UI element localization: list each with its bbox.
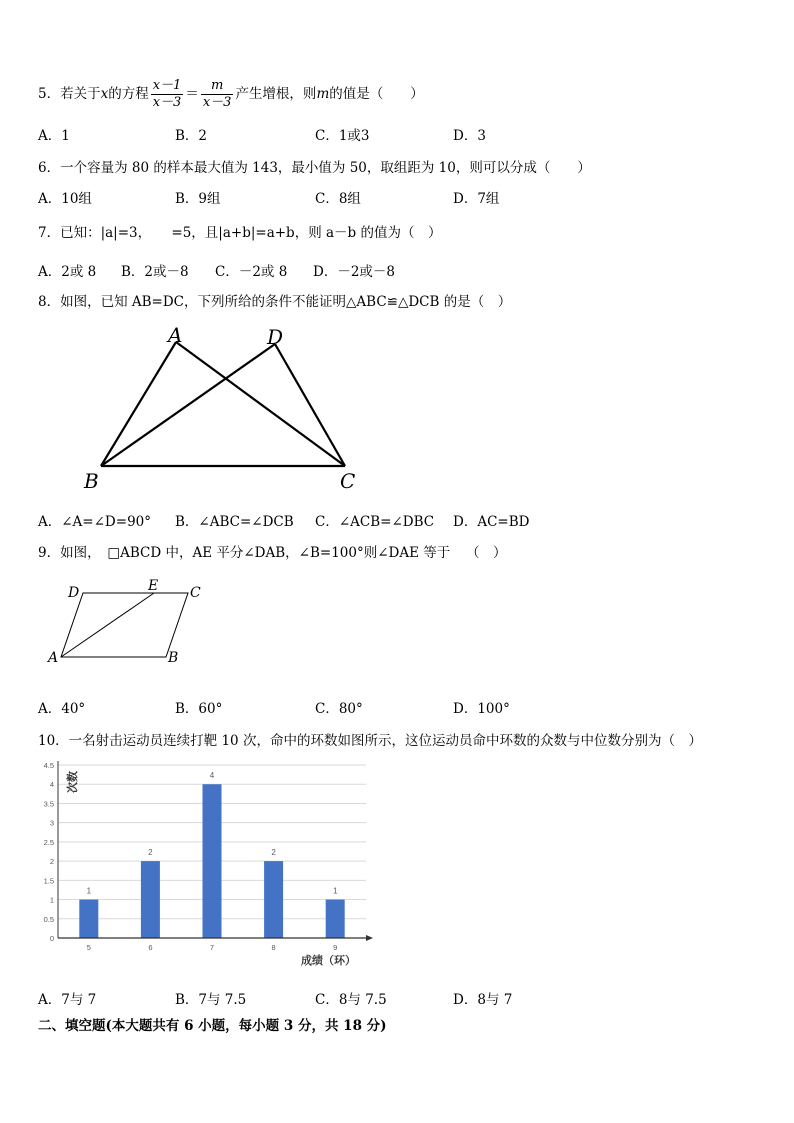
- q5-frac2-num: m: [201, 78, 234, 95]
- bar-data-label: 2: [271, 848, 276, 858]
- label-d: D: [267, 325, 284, 349]
- q9-parallelogram-figure: [44, 578, 214, 670]
- segment-ab: [101, 342, 176, 466]
- q5-option-d[interactable]: D．3: [453, 128, 486, 144]
- q6-option-b[interactable]: B．9组: [175, 191, 221, 207]
- q5-var-m: m: [316, 86, 330, 102]
- label-b: B: [84, 469, 99, 493]
- q5-fraction-left: [151, 78, 184, 111]
- y-tick-label: 3.5: [43, 799, 54, 809]
- x-tick-label: 7: [209, 943, 215, 952]
- segment-ae: [61, 593, 154, 657]
- q5-option-c[interactable]: C．1或3: [315, 128, 370, 144]
- bar-data-label: 4: [209, 771, 215, 781]
- x-tick-label: 9: [333, 943, 338, 952]
- chart-y-ticks: [44, 761, 54, 943]
- bar-data-label: 2: [148, 848, 153, 858]
- y-tick-label: 4.5: [43, 761, 54, 770]
- q10-option-c[interactable]: C．8与 7.5: [315, 992, 387, 1008]
- label-c: C: [340, 469, 356, 493]
- bar: [264, 861, 283, 938]
- bar: [141, 861, 160, 938]
- q5-prefix: 5．若关于: [38, 86, 101, 102]
- y-tick-label: 4: [49, 780, 54, 790]
- question-5: [38, 78, 424, 111]
- q10-option-d[interactable]: D．8与 7: [453, 992, 513, 1008]
- q8-option-b[interactable]: B．∠ABC=∠DCB: [175, 514, 294, 530]
- section-2-title: 二、填空题(本大题共有 6 小题，每小题 3 分，共 18 分): [38, 1018, 387, 1034]
- q5-mid: 的方程: [108, 86, 149, 102]
- bar: [203, 784, 222, 938]
- q9-option-c[interactable]: C．80°: [315, 701, 363, 717]
- bar: [326, 900, 345, 938]
- q7-option-d[interactable]: D．－2或－8: [313, 264, 396, 280]
- q9-option-b[interactable]: B．60°: [175, 701, 223, 717]
- q9-text: 9．如图， □ABCD 中，AE 平分∠DAB，∠B=100°则∠DAE 等于: [38, 545, 451, 561]
- label-c: C: [190, 585, 201, 601]
- q10-option-b[interactable]: B．7与 7.5: [175, 992, 247, 1008]
- q5-option-b[interactable]: B．2: [175, 128, 208, 144]
- chart-x-axis-label: 成绩（环）: [301, 955, 356, 967]
- q7-option-a[interactable]: A．2或 8: [38, 264, 97, 280]
- segment-ac: [176, 342, 345, 466]
- segment-dc: [275, 344, 345, 466]
- q5-var-x: x: [100, 86, 109, 102]
- question-9: [38, 541, 507, 561]
- q7-option-c[interactable]: C．－2或 8: [215, 264, 288, 280]
- y-tick-label: 0: [49, 934, 54, 943]
- q10-option-a[interactable]: A．7与 7: [38, 992, 97, 1008]
- parallelogram-abcd: [61, 593, 188, 657]
- q6-option-c[interactable]: C．8组: [315, 191, 361, 207]
- x-axis-arrow: [366, 935, 373, 941]
- q5-equals: ＝: [185, 86, 199, 102]
- q5-frac1-num: x－1: [152, 78, 182, 93]
- question-8: 8．如图，已知 AB=DC，下列所给的条件不能证明△ABC≌△DCB 的是（ ）: [38, 294, 512, 310]
- question-7: 7．已知：|a|=3， =5，且|a+b|=a+b，则 a－b 的值为（ ）: [38, 225, 442, 241]
- label-a: A: [48, 650, 59, 666]
- chart-y-axis-label: 次数: [67, 771, 79, 793]
- label-d: D: [68, 585, 80, 601]
- bar-data-label: 1: [86, 886, 92, 896]
- q5-option-a[interactable]: A．1: [38, 128, 70, 144]
- x-tick-label: 6: [148, 943, 153, 952]
- q10-bar-chart: [30, 755, 375, 970]
- bar: [79, 900, 98, 938]
- y-tick-label: 1: [49, 895, 54, 905]
- label-b: B: [168, 650, 179, 666]
- x-tick-label: 5: [86, 943, 91, 952]
- question-6: 6．一个容量为 80 的样本最大值为 143，最小值为 50，取组距为 10，则可以分成（ ）: [38, 160, 591, 176]
- q7-option-b[interactable]: B．2或－8: [121, 264, 189, 280]
- q8-option-a[interactable]: A．∠A=∠D=90°: [38, 514, 151, 530]
- q5-suffix1: 产生增根，则: [235, 86, 317, 102]
- q5-suffix2: 的值是（ ）: [329, 86, 424, 102]
- q5-fraction-right: [201, 78, 234, 111]
- q9-option-a[interactable]: A．40°: [38, 701, 86, 717]
- segment-db: [101, 344, 275, 466]
- q9-option-d[interactable]: D．100°: [453, 701, 510, 717]
- y-tick-label: 3: [49, 818, 54, 828]
- q5-frac1-den: x－3: [152, 95, 182, 110]
- x-tick-label: 8: [271, 943, 276, 952]
- label-a: A: [168, 323, 183, 347]
- bar-data-label: 1: [332, 886, 338, 896]
- q8-option-c[interactable]: C．∠ACB=∠DBC: [315, 514, 435, 530]
- y-tick-label: 0.5: [43, 914, 54, 924]
- q6-option-a[interactable]: A．10组: [38, 191, 92, 207]
- question-10: 10．一名射击运动员连续打靶 10 次，命中的环数如图所示，这位运动员命中环数的众数与中位数分别为（ ）: [38, 733, 702, 749]
- q5-frac2-den: x－3: [202, 95, 232, 110]
- q8-option-d[interactable]: D．AC=BD: [453, 514, 530, 530]
- y-tick-label: 1.5: [43, 876, 54, 886]
- q9-bracket: （ ）: [466, 545, 507, 561]
- q6-option-d[interactable]: D．7组: [453, 191, 500, 207]
- y-tick-label: 2.5: [43, 837, 54, 847]
- y-tick-label: 2: [49, 857, 54, 867]
- label-e: E: [148, 578, 159, 594]
- q8-triangle-figure: [70, 322, 370, 494]
